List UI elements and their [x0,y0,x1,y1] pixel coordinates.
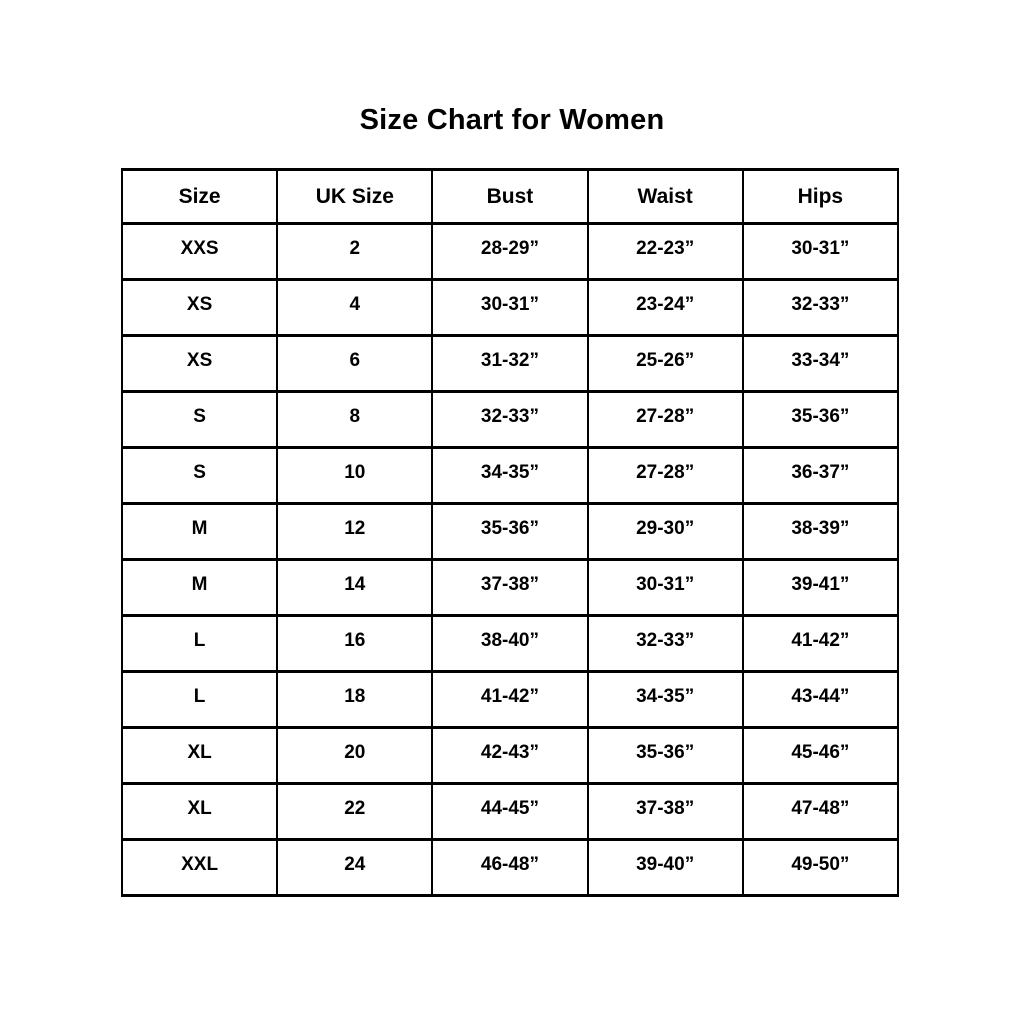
table-cell: S [122,392,277,448]
table-cell: 23-24” [588,280,743,336]
column-header-hips: Hips [743,170,898,224]
table-cell: 35-36” [432,504,587,560]
table-cell: 45-46” [743,728,898,784]
table-cell: 32-33” [432,392,587,448]
table-cell: L [122,616,277,672]
table-row [122,840,898,896]
size-table-body [122,224,898,896]
table-cell: XS [122,336,277,392]
column-header-uk-size: UK Size [277,170,432,224]
table-cell: 30-31” [588,560,743,616]
table-cell: S [122,448,277,504]
table-cell: 49-50” [743,840,898,896]
table-cell: 32-33” [588,616,743,672]
table-row [122,616,898,672]
table-row [122,224,898,280]
column-header-waist: Waist [588,170,743,224]
table-cell: 29-30” [588,504,743,560]
table-row [122,392,898,448]
table-cell: L [122,672,277,728]
table-cell: 12 [277,504,432,560]
table-cell: 8 [277,392,432,448]
column-header-bust: Bust [432,170,587,224]
table-cell: 2 [277,224,432,280]
table-cell: 16 [277,616,432,672]
table-cell: 38-39” [743,504,898,560]
table-row [122,504,898,560]
table-cell: 24 [277,840,432,896]
table-cell: 47-48” [743,784,898,840]
table-cell: 27-28” [588,448,743,504]
table-cell: XXL [122,840,277,896]
table-row [122,728,898,784]
page-title: Size Chart for Women [359,104,665,136]
table-cell: 34-35” [588,672,743,728]
table-cell: 18 [277,672,432,728]
table-cell: 30-31” [432,280,587,336]
size-chart-table [121,168,899,897]
table-cell: 25-26” [588,336,743,392]
table-cell: 37-38” [432,560,587,616]
table-header [122,170,898,224]
table-cell: 32-33” [743,280,898,336]
table-cell: 4 [277,280,432,336]
table-cell: 38-40” [432,616,587,672]
table-cell: M [122,560,277,616]
table-cell: 6 [277,336,432,392]
table-cell: 20 [277,728,432,784]
table-row [122,448,898,504]
table-cell: 33-34” [743,336,898,392]
table-cell: 34-35” [432,448,587,504]
table-cell: M [122,504,277,560]
table-cell: 36-37” [743,448,898,504]
table-cell: 10 [277,448,432,504]
table-cell: 35-36” [743,392,898,448]
table-cell: 22-23” [588,224,743,280]
table-cell: 44-45” [432,784,587,840]
table-cell: 46-48” [432,840,587,896]
table-cell: 41-42” [432,672,587,728]
table-cell: XXS [122,224,277,280]
table-cell: 31-32” [432,336,587,392]
table-cell: 39-41” [743,560,898,616]
table-cell: 43-44” [743,672,898,728]
table-row [122,784,898,840]
column-header-size: Size [122,170,277,224]
table-cell: 14 [277,560,432,616]
table-cell: 22 [277,784,432,840]
table-row [122,672,898,728]
table-cell: XL [122,728,277,784]
table-cell: 37-38” [588,784,743,840]
table-cell: 35-36” [588,728,743,784]
table-row [122,560,898,616]
table-cell: 30-31” [743,224,898,280]
table-cell: 27-28” [588,392,743,448]
table-header-row [122,170,898,224]
table-cell: 41-42” [743,616,898,672]
table-row [122,336,898,392]
table-cell: 28-29” [432,224,587,280]
table-cell: XS [122,280,277,336]
table-row [122,280,898,336]
table-cell: XL [122,784,277,840]
table-cell: 39-40” [588,840,743,896]
table-cell: 42-43” [432,728,587,784]
